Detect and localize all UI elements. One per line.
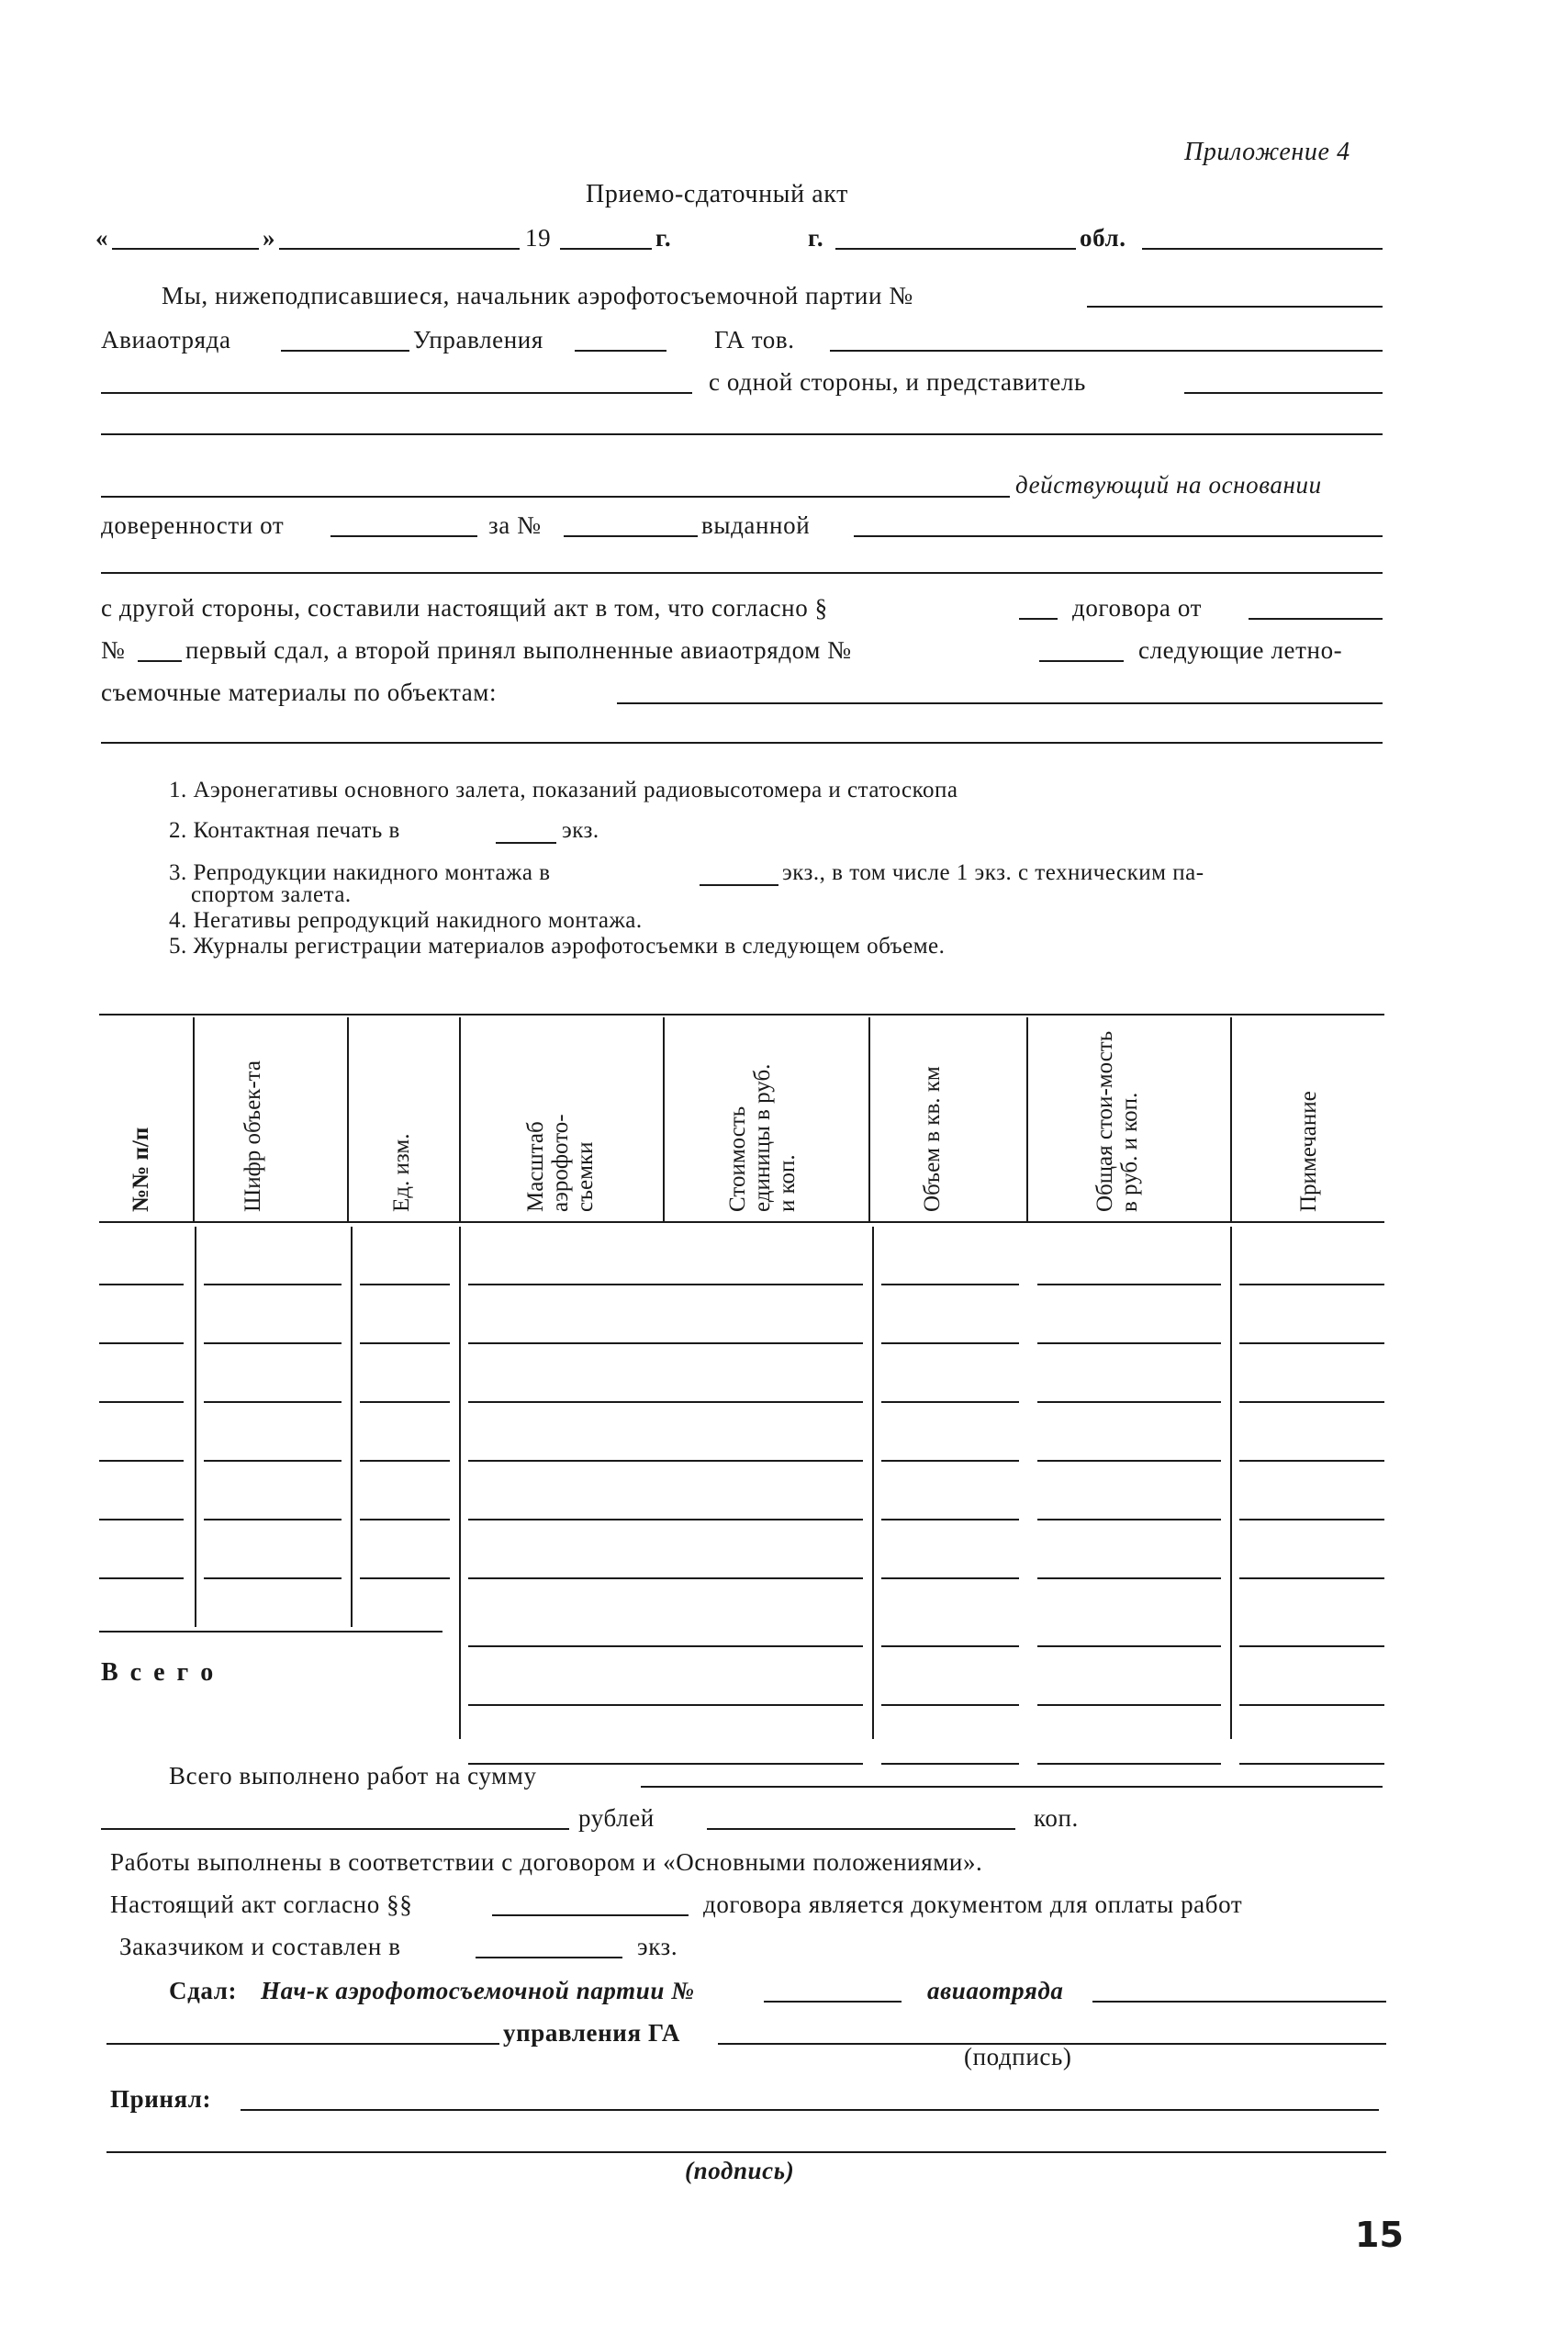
table-cell[interactable] (881, 1342, 1019, 1344)
date-year-field[interactable] (560, 248, 652, 250)
table-cell[interactable] (468, 1401, 863, 1403)
p1-side-label: с одной стороны, и представитель (709, 368, 1086, 396)
table-cell[interactable] (360, 1577, 450, 1579)
footer-line2a: Настоящий акт согласно §§ (110, 1891, 413, 1918)
list-item-3-suffix: экз., в том числе 1 экз. с техническим па- (782, 860, 1204, 885)
p1-avia-label: Авиаотряда (101, 326, 231, 353)
table-cell[interactable] (1037, 1519, 1221, 1520)
table-cell[interactable] (881, 1460, 1019, 1462)
total-cell[interactable] (881, 1645, 1019, 1647)
body-col-sep (1230, 1227, 1232, 1739)
table-cell[interactable] (1239, 1460, 1384, 1462)
list-item-5: 5. Журналы регистрации материалов аэрофотосъемки в следующем объеме. (169, 934, 946, 959)
body-col-sep (459, 1227, 461, 1739)
total-cell[interactable] (1037, 1763, 1221, 1765)
table-cell[interactable] (1037, 1460, 1221, 1462)
table-cell[interactable] (204, 1577, 342, 1579)
p2-line1b: договора от (1072, 594, 1202, 622)
list-item-3-cont: спортом залета. (191, 882, 352, 907)
total-cell[interactable] (468, 1704, 863, 1706)
rub-label: рублей (578, 1804, 655, 1832)
sum-label: Всего выполнено работ на сумму (169, 1762, 537, 1790)
table-cell[interactable] (1239, 1401, 1384, 1403)
table-cell[interactable] (99, 1284, 184, 1285)
total-cell[interactable] (1037, 1645, 1221, 1647)
year-suffix: г. (655, 224, 672, 252)
paragraph-number-field[interactable] (1019, 618, 1058, 620)
col-sep (1230, 1017, 1232, 1221)
table-cell[interactable] (99, 1460, 184, 1462)
col-header-unit-cost: Стоимость единицы в руб. и коп. (725, 1063, 800, 1212)
list-item-2: 2. Контактная печать в (169, 818, 400, 843)
table-cell[interactable] (1239, 1342, 1384, 1344)
table-header-rule (99, 1221, 1384, 1223)
col-sep (193, 1017, 195, 1221)
table-cell[interactable] (360, 1460, 450, 1462)
comrade-field[interactable] (830, 350, 1383, 352)
table-cell[interactable] (360, 1519, 450, 1520)
total-rule (99, 1631, 442, 1633)
footer-line3a: Заказчиком и составлен в (119, 1933, 401, 1960)
p1-for-label: за № (488, 511, 542, 539)
date-month-field[interactable] (279, 248, 520, 250)
table-cell[interactable] (99, 1342, 184, 1344)
sum-field[interactable] (641, 1786, 1383, 1788)
col-header-code: Шифр объек-та (241, 1060, 265, 1212)
issued-line2[interactable] (101, 572, 1383, 574)
name-field[interactable] (101, 392, 692, 394)
proxy-date-field[interactable] (330, 535, 477, 537)
list-item-2-suffix: экз. (562, 818, 599, 843)
footer-line1: Работы выполнены в соответствии с договором и «Основными положениями». (110, 1848, 983, 1876)
table-cell[interactable] (1239, 1577, 1384, 1579)
sdal-avia-field[interactable] (1092, 2001, 1386, 2003)
table-cell[interactable] (881, 1577, 1019, 1579)
objects-field[interactable] (617, 702, 1383, 704)
col-header-total-cost: Общая стои-мость в руб. и коп. (1092, 1030, 1142, 1212)
sdal-label: Сдал: (169, 1977, 238, 2004)
p2-line1a: с другой стороны, составили настоящий акт в том, что согласно § (101, 594, 828, 622)
table-cell[interactable] (99, 1577, 184, 1579)
year-prefix: 19 (525, 224, 552, 252)
table-cell[interactable] (1239, 1519, 1384, 1520)
p2-line3: съемочные материалы по объектам: (101, 679, 498, 706)
kop-label: коп. (1034, 1804, 1079, 1832)
p1-line1: Мы, нижеподписавшиеся, начальник аэрофотосъемочной партии № (162, 282, 913, 309)
table-cell[interactable] (881, 1519, 1019, 1520)
sdal-avia-label: авиаотряда (927, 1977, 1064, 2004)
page-title: Приемо-сдаточный акт (586, 180, 848, 208)
list-item-3: 3. Репродукции накидного монтажа в (169, 860, 551, 885)
table-cell[interactable] (204, 1460, 342, 1462)
table-cell[interactable] (204, 1284, 342, 1285)
total-cell[interactable] (1239, 1704, 1384, 1706)
issued-field[interactable] (854, 535, 1383, 537)
total-cell[interactable] (1239, 1645, 1384, 1647)
table-cell[interactable] (99, 1519, 184, 1520)
appendix-label: Приложение 4 (1184, 138, 1350, 166)
total-cell[interactable] (1037, 1704, 1221, 1706)
total-cell[interactable] (1239, 1763, 1384, 1765)
prinyal-label: Принял: (110, 2085, 212, 2113)
col-sep (347, 1017, 349, 1221)
representative-line2[interactable] (101, 433, 1383, 435)
table-cell[interactable] (468, 1577, 863, 1579)
table-top-rule (99, 1014, 1384, 1015)
avia-number-field[interactable] (1039, 660, 1124, 662)
avia-field[interactable] (281, 350, 409, 352)
col-sep (459, 1017, 461, 1221)
upr-field[interactable] (575, 350, 666, 352)
party-number-field[interactable] (1087, 306, 1383, 308)
total-cell[interactable] (881, 1763, 1019, 1765)
table-cell[interactable] (468, 1342, 863, 1344)
table-cell[interactable] (881, 1401, 1019, 1403)
footer-line2b: договора является документом для оплаты работ (703, 1891, 1243, 1918)
table-cell[interactable] (360, 1284, 450, 1285)
p2-line2b: следующие летно- (1138, 636, 1343, 664)
col-sep (868, 1017, 870, 1221)
city-label: г. (808, 224, 824, 252)
table-cell[interactable] (468, 1284, 863, 1285)
prinyal-field[interactable] (241, 2109, 1379, 2111)
total-label: В с е г о (101, 1658, 217, 1687)
body-col-sep (872, 1227, 874, 1739)
table-cell[interactable] (1037, 1401, 1221, 1403)
body-col-sep (351, 1227, 353, 1627)
table-cell[interactable] (881, 1284, 1019, 1285)
table-cell[interactable] (468, 1460, 863, 1462)
objects-line2[interactable] (101, 742, 1383, 744)
table-cell[interactable] (360, 1342, 450, 1344)
proxy-number-field[interactable] (564, 535, 698, 537)
total-cell[interactable] (468, 1645, 863, 1647)
col-sep (1026, 1017, 1028, 1221)
date-close-quote: » (263, 224, 276, 252)
city-field[interactable] (835, 248, 1076, 250)
table-cell[interactable] (468, 1519, 863, 1520)
region-field[interactable] (1142, 248, 1383, 250)
sdal-upr-label: управления ГА (503, 2019, 680, 2047)
copies-field[interactable] (476, 1957, 622, 1958)
table-cell[interactable] (204, 1401, 342, 1403)
prinyal-line2[interactable] (106, 2151, 1386, 2153)
contract-number-field[interactable] (138, 660, 182, 662)
table-cell[interactable] (360, 1401, 450, 1403)
p2-line2a: первый сдал, а второй принял выполненные авиаотрядом № (185, 636, 852, 664)
sdal-text: Нач-к аэрофотосъемочной партии № (261, 1977, 695, 2004)
table-cell[interactable] (99, 1401, 184, 1403)
page-number: 15 (1355, 2215, 1404, 2255)
p1-proxy-label: доверенности от (101, 511, 285, 539)
p1-ga-label: ГА тов. (714, 326, 795, 353)
kopecks-field[interactable] (707, 1828, 1015, 1830)
col-header-unit: Ед. изм. (389, 1133, 414, 1212)
item2-copies-field[interactable] (496, 842, 556, 844)
sdal-party-number-field[interactable] (764, 2001, 902, 2003)
sign-caption-1: (подпись) (964, 2043, 1072, 2070)
table-cell[interactable] (1037, 1284, 1221, 1285)
col-header-note: Примечание (1296, 1091, 1321, 1212)
date-open-quote: « (95, 224, 109, 252)
contract-date-field[interactable] (1249, 618, 1383, 620)
item3-copies-field[interactable] (700, 884, 778, 886)
p1-issued-label: выданной (701, 511, 811, 539)
table-cell[interactable] (1037, 1342, 1221, 1344)
sdal-name-field[interactable] (106, 2043, 499, 2045)
date-day-field[interactable] (112, 248, 259, 250)
table-cell[interactable] (1037, 1577, 1221, 1579)
body-col-sep (195, 1227, 196, 1627)
acting-field[interactable] (101, 496, 1010, 498)
p2-no-label: № (101, 636, 126, 664)
table-cell[interactable] (204, 1342, 342, 1344)
table-cell[interactable] (204, 1519, 342, 1520)
col-header-volume: Объем в кв. км (920, 1066, 945, 1212)
paragraphs-field[interactable] (492, 1914, 689, 1916)
region-label: обл. (1080, 224, 1126, 252)
representative-field[interactable] (1184, 392, 1383, 394)
sign-caption-2: (подпись) (685, 2157, 795, 2184)
rubles-field[interactable] (101, 1828, 569, 1830)
list-item-4: 4. Негативы репродукций накидного монтажа. (169, 908, 643, 933)
footer-line3b: экз. (637, 1933, 678, 1960)
table-cell[interactable] (1239, 1284, 1384, 1285)
col-header-scale: Масштаб аэрофото-съемки (523, 1114, 598, 1212)
total-cell[interactable] (881, 1704, 1019, 1706)
col-header-number: №№ п/п (129, 1127, 153, 1212)
col-sep (663, 1017, 665, 1221)
p1-acting-label: действующий на основании (1015, 471, 1322, 499)
p1-upr-label: Управления (413, 326, 543, 353)
list-item-1: 1. Аэронегативы основного залета, показаний радиовысотомера и статоскопа (169, 778, 958, 802)
